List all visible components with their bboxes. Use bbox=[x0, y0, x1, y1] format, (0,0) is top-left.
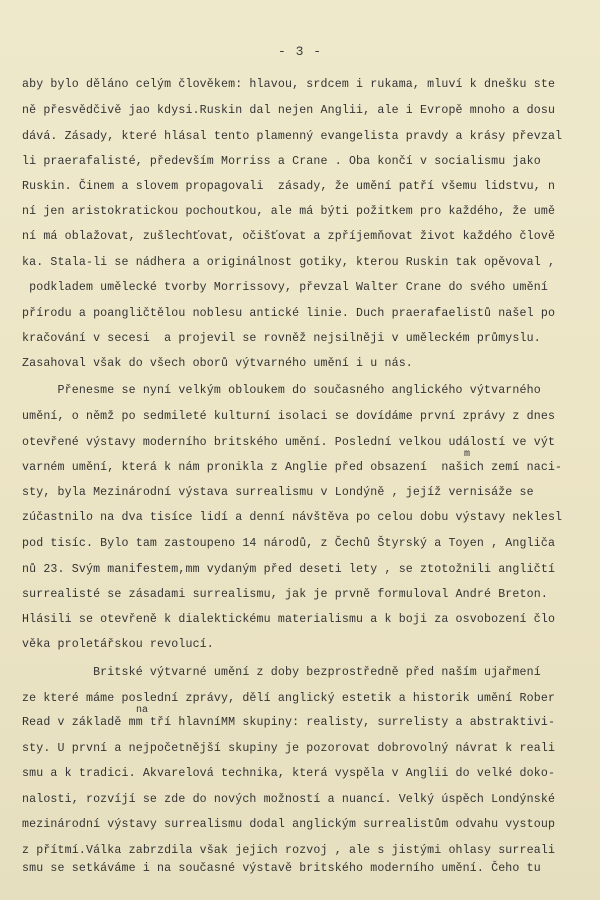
text-line: nalosti, rozvíjí se zde do nových možností a nuancí. Velký úspěch Londýnské bbox=[22, 793, 556, 806]
text-line: Ruskin. Činem a slovem propagovali zásady, že umění patří všemu lidstvu, n bbox=[22, 180, 556, 193]
text-line: zúčastnilo na dva tisíce lidí a denní návštěva po celou dobu výstavy neklesl bbox=[22, 511, 563, 524]
superscript-insertion: na bbox=[136, 705, 149, 716]
text-line: ní jen aristokratickou pochoutkou, ale má býti požitkem pro každého, že umě bbox=[22, 205, 556, 218]
text-line: sty. U první a nejpočetnější skupiny je pozorovat dobrovolný návrat k reali bbox=[22, 742, 556, 755]
text-line: smu a k tradici. Akvarelová technika, která vyspěla v Anglii do velké doko- bbox=[22, 767, 556, 780]
text-line: přírodu a poangličtělou noblesu antické linie. Duch praerafaelistů našel po bbox=[22, 307, 556, 320]
text-line: pod tisíc. Bylo tam zastoupeno 14 národů, z Čechů Štyrský a Toyen , Angliča bbox=[22, 537, 556, 550]
superscript-insertion: m bbox=[464, 449, 471, 460]
text-line: otevřené výstavy moderního britského umění. Poslední velkou událostí ve výt bbox=[22, 436, 556, 449]
text-line: ka. Stala-li se nádhera a originálnost gotiky, kterou Ruskin tak opěvoval , bbox=[22, 256, 556, 269]
text-line: Zasahoval však do všech oborů výtvarného umění i u nás. bbox=[22, 357, 413, 370]
text-line: ní má oblažovat, zušlechťovat, očišťovat a zpříjemňovat život každého člově bbox=[22, 230, 556, 243]
text-line: podkladem umělecké tvorby Morrissovy, převzal Walter Crane do svého umění bbox=[22, 281, 548, 294]
text-line: surrealisté se zásadami surrealismu, jak je prvně formuloval André Breton. bbox=[22, 588, 548, 601]
text-line: věka proletářskou revolucí. bbox=[22, 638, 214, 651]
text-line: aby bylo děláno celým člověkem: hlavou, srdcem i rukama, mluví k dnešku ste bbox=[22, 78, 556, 91]
text-line: varném umění, která k nám pronikla z Anglie před obsazení našich zemí naci- bbox=[22, 461, 563, 474]
text-line: nů 23. Svým manifestem,mm vydaným před deseti lety , se ztotožnili angličtí bbox=[22, 563, 556, 576]
page-number: - 3 - bbox=[277, 44, 322, 59]
text-line: Přenesme se nyní velkým obloukem do současného anglického výtvarného bbox=[22, 384, 541, 397]
text-line: z přítmí.Válka zabrzdila však jejich rozvoj , ale s jistými ohlasy surreali bbox=[22, 844, 556, 857]
text-line: Hlásili se otevřeně k dialektickému materialismu a k boji za osvobození člo bbox=[22, 613, 556, 626]
text-line: umění, o němž po sedmileté kulturní isolaci se dovídáme první zprávy z dnes bbox=[22, 410, 556, 423]
text-line: Read v základě mm tří hlavníMM skupiny: realisty, surrelisty a abstraktivi- bbox=[22, 716, 556, 729]
text-line: kračování v secesi a projevil se rovněž nejsilněji v uměleckém průmyslu. bbox=[22, 332, 541, 345]
text-line: li praerafalisté, především Morriss a Crane . Oba končí v socialismu jako bbox=[22, 155, 541, 168]
text-line: dává. Zásady, které hlásal tento plamenný evangelista pravdy a krásy převzal bbox=[22, 130, 563, 143]
text-line: Britské výtvarné umění z doby bezprostředně před naším ujařmení bbox=[22, 666, 541, 679]
text-line: ně přesvědčivě jao kdysi.Ruskin dal nejen Anglii, ale i Evropě mnoho a dosu bbox=[22, 104, 556, 117]
text-line: ze které máme poslední zprávy, dělí anglický estetik a historik umění Rober bbox=[22, 692, 556, 705]
text-line: mezinárodní výstavy surrealismu dodal anglickým surrealistům odvahu vystoup bbox=[22, 818, 556, 831]
text-line: smu se setkáváme i na současné výstavě britského moderního umění. Čeho tu bbox=[22, 862, 541, 875]
text-line: sty, byla Mezinárodní výstava surrealismu v Londýně , jejíž vernisáže se bbox=[22, 486, 534, 499]
